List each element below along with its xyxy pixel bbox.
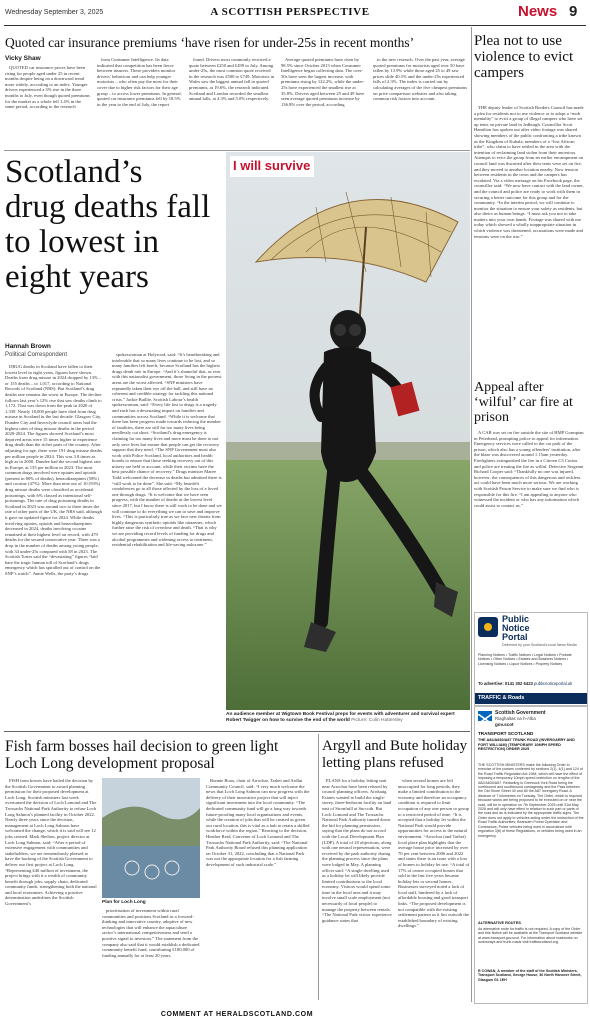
section-label: News <box>518 3 558 20</box>
pnp-title-3: Portal <box>502 632 528 642</box>
page-footer <box>4 1003 470 1018</box>
pnp-title-2: Notice <box>502 623 530 633</box>
pnp-logo-dot <box>484 623 492 631</box>
drugs-col-2: spokeswoman at Holyrood, said: “It’s heartbreaking and intolerable that so many lives continue to be lost, and so many families left bereft, because Scotland has the highest drugs death rate in Europe. “And it’s shameful that, as ever with this nationalist government, those living in the poorest areas are the worst affected. “SNP ministers have repeatedly taken their eye off the ball, and still have no coherent and credible strategy for tackling this national crisis.” Jackie Baillie, Scottish Labour’s health spokeswoman, said: “Every life lost to drugs is a tragedy and each has a devastating impact on families and communities across Scotland. “While it is welcome that there has been progress made towards reducing the number of fatalities, there are still far too many lives being needlessly cut short. “Scotland’s drug emergency is claiming far too many lives and more must be done to not only save lives but ensure that people can get the recovery support that they need. “The SNP Government must also work with Police Scotland, local authorities and health boards to ensure that those seeking recovery out of this misery are held to account, while their victims have the best possible chance of recovery.” Drugs minister Maree Todd welcomed the decrease in deaths but admitted there is “still work to be done”. She said: “My heartfelt condolences go to all those affected by the loss of a loved one through drugs. “It is welcome that we have seen progress, with the number of deaths at the lowest level since 2017, but I know there is still work to be done and we will continue to do everything we can to save and improve lives. “This is particularly true as we face new threats from highly dangerous synthetic opioids like nitazenes, which further raise the risk of overdose and death. “That is why we are providing record levels of funding for drugs and alcohol programmes and widening access to treatment, residential rehabilitation and life-saving naloxone.” <box>112 352 222 548</box>
masthead-title: A SCOTTISH PERSPECTIVE <box>210 6 370 18</box>
notice-alt-head: ALTERNATIVE ROUTES <box>478 921 521 925</box>
pnp-section-bar <box>475 693 587 704</box>
saltire-icon <box>478 711 492 721</box>
gov-url: gov.scot <box>495 722 514 727</box>
festival-photo <box>226 152 470 710</box>
masthead-rule <box>4 25 586 26</box>
saltire-icon-svg <box>478 714 492 724</box>
pnp-section-label: TRAFFIC & Roads <box>478 695 525 701</box>
fish-col-1: FISH farm bosses have hailed the decision by the Scottish Government to award planning permission for their proposed development at Loch Long. Scottish ministers last week overturned the decision of Loch Lomond and The Trossachs National Park Authority to refuse Loch Long Salmon’s planned facility in October 2022. Nearly three years since the decision, management at Loch Long Salmon have welcomed the change, which it is said will see 12 jobs created. Mark Shelton, project director at Loch Long Salmon, said: “After a period of extensive engagement with communities and stakeholders, we are tremendously pleased to have the backing of the Scottish Government to deliver our first project at Loch Long. “Representing £40 million of investment, the project brings with it a wealth of community benefit through jobs, supply chain, dedicated community funds, strengthening both the national and local economies. Achieving a positive determination underlines the Scottish Government’s <box>5 778 97 907</box>
argyll-divider <box>318 734 319 1000</box>
photo-caption-text: An audience member at Wigtown Book Festival preps for events with adventurer and survival expert Robert Twigger on how to survive the end of the world <box>226 712 455 723</box>
fish-photo-caption: Plan for Loch Long <box>102 900 146 905</box>
photo-overlay-text: I will survive <box>233 158 311 173</box>
insurance-col-1: QUOTED car insurance prices have been rising for people aged under 25 in recent months despite being on a downward trend more widely, according to an index. Younger drivers experienced a 3% rise in the three months to July, even though quoted premiums for the market as a whole fell 1.4% in the same period, according to the research <box>5 65 90 110</box>
footer-text[interactable]: COMMENT AT HERALDSCOTLAND.COM <box>160 1011 314 1018</box>
pnp-url[interactable]: publicnoticeportal.uk <box>534 681 573 686</box>
pnp-categories: Planning Notices • Traffic Notices • Legal Notices • Probate Notices • Other Notices • Estates and Business Notices • Licensing Notices • Liquor Notices • Property Notices <box>478 653 572 666</box>
public-notice-ad <box>474 612 588 706</box>
pnp-advertise <box>478 681 584 686</box>
argyll-story <box>322 734 470 1000</box>
pnp-tagline: Delivered by your Scotland's local News Media <box>502 643 577 647</box>
fish-col-2: prioritisation of investment within rural communities and positions Scotland as a forward-thinking and innovative country, adoptive of new technologies that will enhance the aquaculture sector’s international competitiveness and send a positive signal to investors.” The statement from the company also said that it would establish a dedicated community benefit fund, contributing £180,000 of funding annually for at least 20 years. <box>102 908 200 958</box>
insurance-col-5: to the new research. Over the past year, average quoted premiums for motorists aged over 50 have fallen by 13.9% while those aged 25 to 49 saw prices slide 40.5% and the under-25s experienced falls of 2.3%. The index is carried out by calculating averages of the five cheapest premiums on price comparison websites and also taking common risk factors into account. <box>373 57 467 102</box>
fish-photo <box>102 778 200 898</box>
photo-overlay-title <box>230 156 314 177</box>
loch-long-image <box>102 778 200 898</box>
notice-alt-body: As alternative route for traffic is not required. A copy of the Order and this Notice will be available at the Transport Scotland website at www.transport.gov.scot. For information about roadworks on motorways and trunk roads visit trafficscotland.org. <box>478 927 583 945</box>
fire-headline: Appeal after ‘wilful’ car fire at prison <box>474 380 573 425</box>
fire-body: A CAR was set on fire outside the site of HMP Grampian in Peterhead, prompting police to appeal for information. Emergency services were called to the car park of the prison, which also has a young offenders’ institution, after the blaze was discovered around 1.15am yesterday. Firefighters extinguished the fire in a Citroen C3 Cactus and police are treating the fire as wilful. Detective Sergeant Richard Cooper said: “Thankfully no one was injured, however, the consequences of this dangerous and reckless act could have been much more serious. We are working with Scottish Prison Service to make sure we find who is responsible for this fire. “I am appealing to anyone who witnessed the incident or who has any information which could assist to contact us.” <box>474 430 584 508</box>
issue-date: Wednesday September 3, 2025 <box>5 9 104 16</box>
insurance-rule <box>4 150 470 151</box>
sidebar-divider <box>471 27 472 1002</box>
drugs-story <box>4 152 224 732</box>
notice-body: THE SCOTTISH MINISTERS make the following Order in exercise of the powers conferred by sections 2(1), 4(1) and 124 of the Road Traffic Regulation Act 1984, which will have the effect of imposing a temporary 10mph speed restriction on lengths of the A82/A830/A87. Redacting is Greenock York Road being the northbound and southbound carriageway and the Pass between the Old Shore Street 40 and 80 the A87 Invergarry Road. A distance of 7 kilometres on Tuesday. The Order, which is required because works are being proposed to be executed on or near the road, will be in operation on 7th September 2025 until 31st May 2026 and will only have effect in relation to such part or parts of the road and as is indicated by the appropriate traffic signs. The Order does not apply to vehicles acting under the instruction of the Road Traffic Authorities; Bearsden Forest Operation and Contractors; Police vehicles being used in accordance with regulation 3(6) of these Regulations, or vehicles being used in an emergency. <box>478 763 584 838</box>
fish-col-3: Bonnie Boax, chair of Arrochar, Tarbet and Ardlui Community Council, said: “I very much welcome the news that Loch Long Salmon can now progress with the delivery of their innovative project that will inject significant investment into the local community. “The dedicated community fund will go a long way towards future-proofing many local organisations and events, while the creation of jobs that will be created as given our rural location, this is vital as a hub to retain a skilled workforce within the region.” Reacting to the decision, Heather Reid, Convener of Loch Lomond and The Trossachs National Park Authority, said: “The National Park Authority Board refused this planning application on October 31, 2022, concluding that a National Park was not the appropriate location for a fish farming development of such industrial scale.” <box>206 778 310 867</box>
gov-name: Scottish Government <box>495 710 546 716</box>
drugs-col-1: DRUG deaths in Scotland have fallen to their lowest level in eight years, figures have shown. Deaths from drug misuse in 2024 dropped by 13% – or 155 deaths – to 1,017, according to National Records of Scotland (NRS). But Scotland’s drug deaths rate remains the worst in Europe. The decline follows last year’s 12% rise that saw deaths climb to 1,172. That was down from the peak in 2020 of 1,339. Nearly 18,000 people have died from drug misuse in Scotland in the last decade. Glasgow City, Dundee City and Inverclyde council areas had the highest rates of drug misuse deaths in the period 2020-2024. The figures showed Scotland’s most deprived areas were 15 times higher to experience drug death than the richer parts of the country. After adjusting for age, there were 191 drug misuse deaths per million people in 2024. This was 3.8 times as high as in 2000. Dundee had the second highest rate in Europe, at 135 per million in 2023. The most common drugs involved were opiates and opioids (present in 80% of deaths), benzodiazepines (58%) and cocaine (47%). More than nine out of 10 (93%) drug misuse deaths were classified as accidental poisonings, with 6% classed as intentional self-poisonings. The rate of drug poisoning deaths in Scotland in 2023 was around two to three times the rate of other parts of the UK, the NRS said, although it gave no updated figure for 2024. While deaths involving opiates, opioids and benzodiazepines decreased in 2024, deaths involving cocaine remained at their highest level on record, with 479 deaths for the second consecutive year. There was a drop in the number of deaths among young people, with 34 under-25s compared with 58 in 2023. The Scottish Tories said the “devastating” figures “laid bare the tragic human toll of Scotland’s drugs emergency which has spiralled out of control on the SNP’s watch”. Annie Wells, the party’s drugs <box>5 364 102 576</box>
insurance-col-4: Average quoted premiums have risen by 98.5% since October 2013 when Consumer Intelligence began collecting data. The over-50s have seen the largest increase, with premiums rising by 122.2%, while the under-25s have experienced the smallest rise at 35.8%. Drivers aged between 25 and 49 have seen average quoted premiums increase by 136.8% over the period, according <box>281 57 365 107</box>
traffic-notice <box>474 706 588 1004</box>
pnp-title-1: Public <box>502 614 530 624</box>
lower-rule <box>4 731 470 732</box>
notice-order: THE A82/A830/A87 TRUNK ROAD (INVERGARRY AND FORT WILLIAM) (TEMPORARY 10MPH SPEED RESTRICTION) ORDER 2025 <box>478 738 575 752</box>
photo-caption-credit: Picture: Colin Hattersley <box>351 718 403 723</box>
masthead <box>0 0 590 26</box>
fire-story <box>474 378 588 610</box>
photo-caption <box>226 712 470 724</box>
drugs-headline: Scotland’s drug deaths fall to lowest in eight years <box>5 154 211 295</box>
argyll-headline: Argyll and Bute holiday letting plans refused <box>322 738 468 771</box>
argyll-col-1: PLANS for a holiday letting unit near Arrochar have been refused by council planning officers. Arrduaig Estates wanted to build the single-storey, three-bedroom facility on land east of Stronfuill at Succoth. But Loch Lomond and The Trossachs National Park Authority turned down the bid for planning permission, saying that the plans do not accord with the Local Development Plan (LDP). A total of 20 objections, along with one neutral representation, were received by the park authority during the planning process since the plans were lodged in May. A planning officer said: “A single dwelling used as a holiday let will likely provide limited contributions to the local economy. Visitors would spend some time in the local area and it may involve small scale employment (not necessarily of local people) to manage the property between rentals. “The National Park visitor experience guidance states that <box>322 778 392 923</box>
drugs-byline-role: Political Correspondent <box>5 352 68 358</box>
insurance-byline: Vicky Shaw <box>5 55 41 62</box>
pnp-title <box>502 615 530 642</box>
fish-headline: Fish farm bosses hail decision to green light Loch Long development proposal <box>5 738 279 772</box>
pnp-advertise-text: To advertise: 0141 302 6423 <box>478 681 533 686</box>
festival-photo-image <box>226 152 470 710</box>
campers-story <box>474 27 588 377</box>
insurance-col-2: from Consumer Intelligence. Its data indicated that competition has been fierce between insurers. These providers monitor drivers’ behaviour and can help younger motorists – who often pay the most for their cover due to higher risk factors for their age group – to access lower premiums. In general, quoted car insurance premiums fell by 18.5% in the year to the end of July, the report <box>97 57 182 107</box>
gov-gaelic: Riaghaltas na h-Alba <box>495 716 536 721</box>
insurance-col-3: found. Drivers most commonly received a quote between £250 and £499 in July. Among under-25s, the most common quote received in the research was £500 to £749. Motorists in Wales saw the biggest annual fall in quoted premiums, at 19.6%, the research indicated. Scotland and London recorded the smallest annual falls, at 4.3% and 5.0% respectively. <box>189 57 275 102</box>
fish-story <box>4 734 316 1000</box>
campers-headline: Plea not to use violence to evict campers <box>474 33 574 81</box>
insurance-headline: Quoted car insurance premiums ‘have risen for under-25s in recent months’ <box>5 35 415 50</box>
drugs-byline-name: Hannah Brown <box>5 343 51 350</box>
notice-head: TRANSPORT SCOTLAND <box>478 731 534 736</box>
page-number: 9 <box>569 3 578 20</box>
argyll-col-2: when second homes are left unoccupied for long periods, they make a limited contribution to the economy and therefore an occupancy condition is required to limit occupation of any one person or group to a restricted period of time. “It is accepted that a holiday let within the National Park would provide opportunities for access to the natural environment. “Arrochar (and Tarbet) local place plan highlights that the average house price increased by over 70 per cent between 2006 and 2022 and states there is an issue with a loss of homes to holiday let use. “A total of 17% of owner occupied homes that sold in the last five years became holiday lets or second homes. Businesses surveyed noted a lack of local staff, hindered by a lack of affordable housing and good transport links. “The proposed development is not compatible with the existing settlement pattern as it lies outwith the established boundary of existing dwellings.” <box>398 778 470 929</box>
campers-body: THE deputy leader of Scottish Borders Council has made a plea for residents not to use violence or to adopt a “mob mentality” to evict a group of illegal campers who have set up tents on private land in Jedburgh. Councillor Scott Hamilton has spoken out after video footage was shared showing members of the public confronting a tribe known as the Kingdom of Kubala, members of a “lost African tribe”, who claim to have settled in the area with the intention of reclaiming land stolen from their ancestors. Attempts to evict the group from an earlier encampment on council land was thwarted after their tents were set on fire, and they moved to another location nearby. Now tension between residents in the town and the campers has escalated. Via a video message on his Facebook page, the councillor said: “We now have contact with the land owner, and the council and police are ready to work with them in securing a better outcome for this group and for the community. “In the interim period, we will continue to monitor the situation to ensure your safety as residents, but also theirs as human beings. “I must ask you not to take matters into your own hands. Footage was shared with me today which showed a wholly inappropriate situation in which violence was threatened, accusations were made and tensions were on the rise.” <box>474 105 584 239</box>
notice-signature: R COWAN, A member of the staff of the Scottish Ministers, Transport Scotland, George House, 36 North Hanover Street, Glasgow G1 1EH <box>478 969 582 982</box>
